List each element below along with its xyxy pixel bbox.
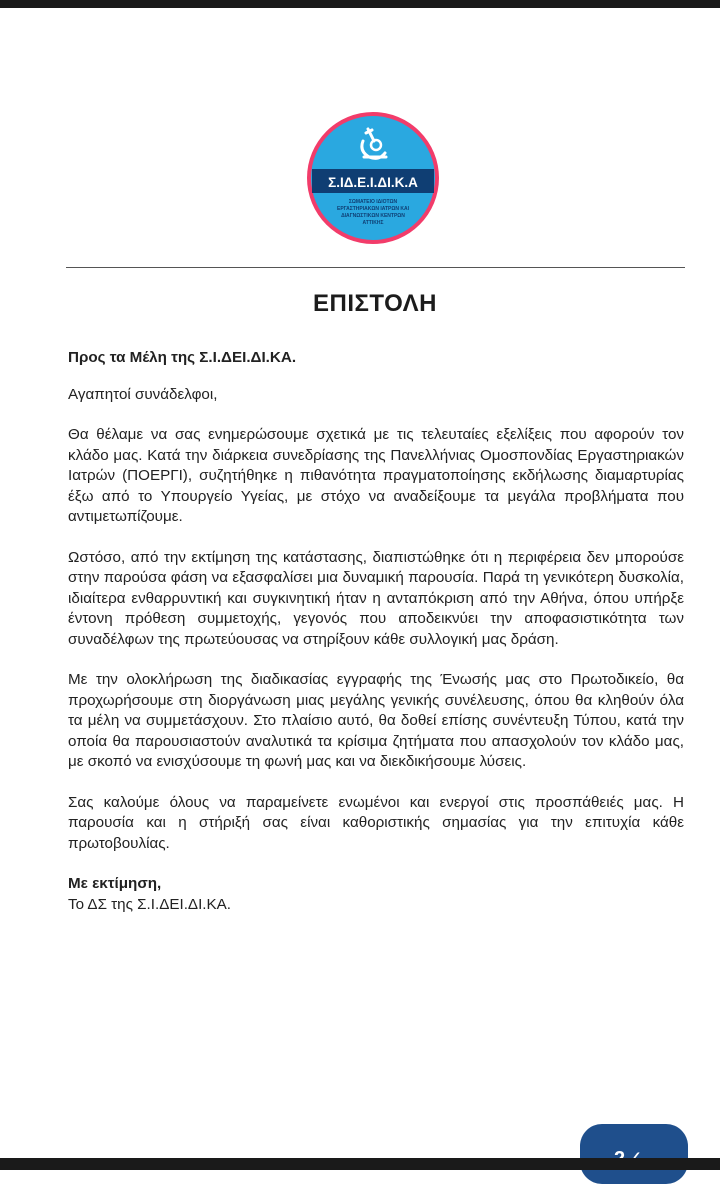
salutation: Αγαπητοί συνάδελφοι, (68, 385, 218, 403)
paragraph: Σας καλούμε όλους να παραμείνετε ενωμένοι και ενεργοί στις προσπάθειές μας. Η παρουσία και η στήριξή σας είναι καθοριστικής σημασίας για την επιτυχία κάθε πρωτοβουλίας. (68, 793, 684, 852)
document-title: ΕΠΙΣΤΟΛΗ (313, 290, 437, 317)
floating-action-button[interactable] (580, 1124, 688, 1184)
union-logo (306, 111, 440, 245)
letter-body (68, 348, 684, 915)
logo-subtitle-line: ΕΡΓΑΣΤΗΡΙΑΚΩΝ ΙΑΤΡΩΝ ΚΑΙ (337, 206, 409, 212)
closing: Με εκτίμηση, (68, 875, 162, 892)
paragraph: Με την ολοκλήρωση της διαδικασίας εγγραφής της Ένωσής μας στο Πρωτοδικείο, θα προχωρήσουμε στη διοργάνωση μιας μεγάλης γενικής συνέλευσης, όπου θα κληθούν όλα τα μέλη να συμμετάσχουν. Στο πλαίσιο αυτό, θα δοθεί επίσης συνέντευξη Τύπου, κατά την οποία θα παρουσιαστούν αναλυτικά τα κρίσιμα ζητήματα που απασχολούν τον κλάδο μας, με σκοπό να ενισχύσουμε τη φωνή μας και να διεκδικήσουμε λύσεις. (68, 671, 684, 770)
bottom-navigation-bar (0, 1158, 720, 1170)
recipient-line: Προς τα Μέλη της Σ.Ι.ΔΕΙ.ΔΙ.ΚΑ. (68, 349, 297, 366)
signature: Το ΔΣ της Σ.Ι.ΔΕΙ.ΔΙ.ΚΑ. (68, 895, 231, 913)
logo-subtitle-line: ΣΩΜΑΤΕΙΟ ΙΔΙΟΤΩΝ (348, 199, 398, 205)
paragraph: Ωστόσο, από την εκτίμηση της κατάστασης, διαπιστώθηκε ότι η περιφέρεια δεν μπορούσε στην παρούσα φάση να εξασφαλίσει μια δυναμική παρουσία. Παρά τη γενικότερη δυσκολία, ιδιαίτερα ενθαρρυντική και συγκινητική ήταν η ανταπόκριση από την Αθήνα, όπου υπήρξε έντονη πρόθεση συμμετοχής, γεγονός που αποδεικνύει την αποφασιστικότητα των συναδέλφων της πρωτεύουσας να στηρίξουν κάθε συλλογική μας δράση. (68, 548, 684, 648)
logo-svg (306, 111, 440, 245)
logo-acronym: Σ.ΙΔ.Ε.Ι.ΔΙ.Κ.Α (328, 175, 418, 190)
logo-subtitle-line: ΑΤΤΙΚΗΣ (362, 220, 384, 226)
top-status-bar (0, 0, 720, 8)
paragraph: Θα θέλαμε να σας ενημερώσουμε σχετικά με τις τελευταίες εξελίξεις που αφορούν τον κλάδο μας. Κατά την διάρκεια συνεδρίασης της Πανελλήνιας Ομοσπονδίας Εργαστηριακών Ιατρών (ΠΟΕΡΓΙ), συζητήθηκε η πιθανότητα πραγματοποίησης εκδήλωσης διαμαρτυρίας έξω από το Υπουργείο Υγείας, με στόχο να αναδείξουμε τα μεγάλα προβλήματα που αντιμετωπίζουμε. (68, 426, 684, 525)
header-divider (66, 267, 685, 268)
logo-subtitle-line: ΔΙΑΓΝΩΣΤΙΚΩΝ ΚΕΝΤΡΩΝ (341, 213, 405, 219)
